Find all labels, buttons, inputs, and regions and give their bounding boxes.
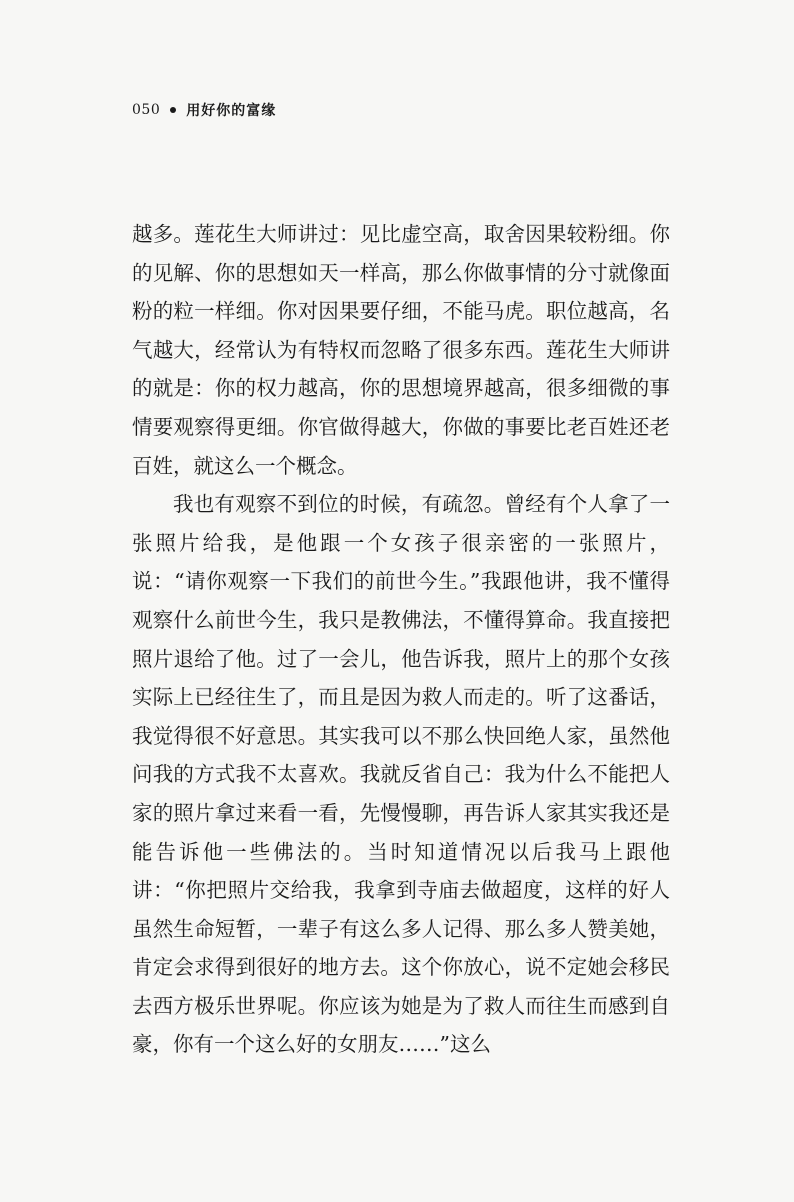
book-title: 用好你的富缘 (186, 103, 277, 119)
paragraph: 我也有观察不到位的时候，有疏忽。曾经有个人拿了一张照片给我，是他跟一个女孩子很亲密的一张照片，说：“请你观察一下我们的前世今生。”我跟他讲，我不懂得观察什么前世今生，我只是教佛法，不懂得算命。我直接把照片退给了他。过了一会儿，他告诉我，照片上的那个女孩实际上已经往生了，而且是因为救人而走的。听了这番话，我觉得很不好意思。其实我可以不那么快回绝人家，虽然他问我的方式我不太喜欢。我就反省自己：我为什么不能把人家的照片拿过来看一看，先慢慢聊，再告诉人家其实我还是能告诉他一些佛法的。当时知道情况以后我马上跟他讲：“你把照片交给我，我拿到寺庙去做超度，这样的好人虽然生命短暂，一辈子有这么多人记得、那么多人赞美她，肯定会求得到很好的地方去。这个你放心，说不定她会移民去西方极乐世界呢。你应该为她是为了救人而往生而感到自豪，你有一个这么好的女朋友……”这么 (132, 492, 670, 1057)
page-number: 050 (132, 102, 161, 118)
running-header (132, 98, 276, 122)
bullet-dot-icon (170, 107, 176, 113)
paragraph-continued: 越多。莲花生大师讲过：见比虚空高，取舍因果较粉细。你的见解、你的思想如天一样高，那么你做事情的分寸就像面粉的粒一样细。你对因果要仔细，不能马虎。职位越高，名气越大，经常认为有特权而忽略了很多东西。莲花生大师讲的就是：你的权力越高，你的思想境界越高，很多细微的事情要观察得更细。你官做得越大，你做的事要比老百姓还老百姓，就这么一个概念。 (132, 222, 670, 478)
body-text (132, 215, 670, 1064)
